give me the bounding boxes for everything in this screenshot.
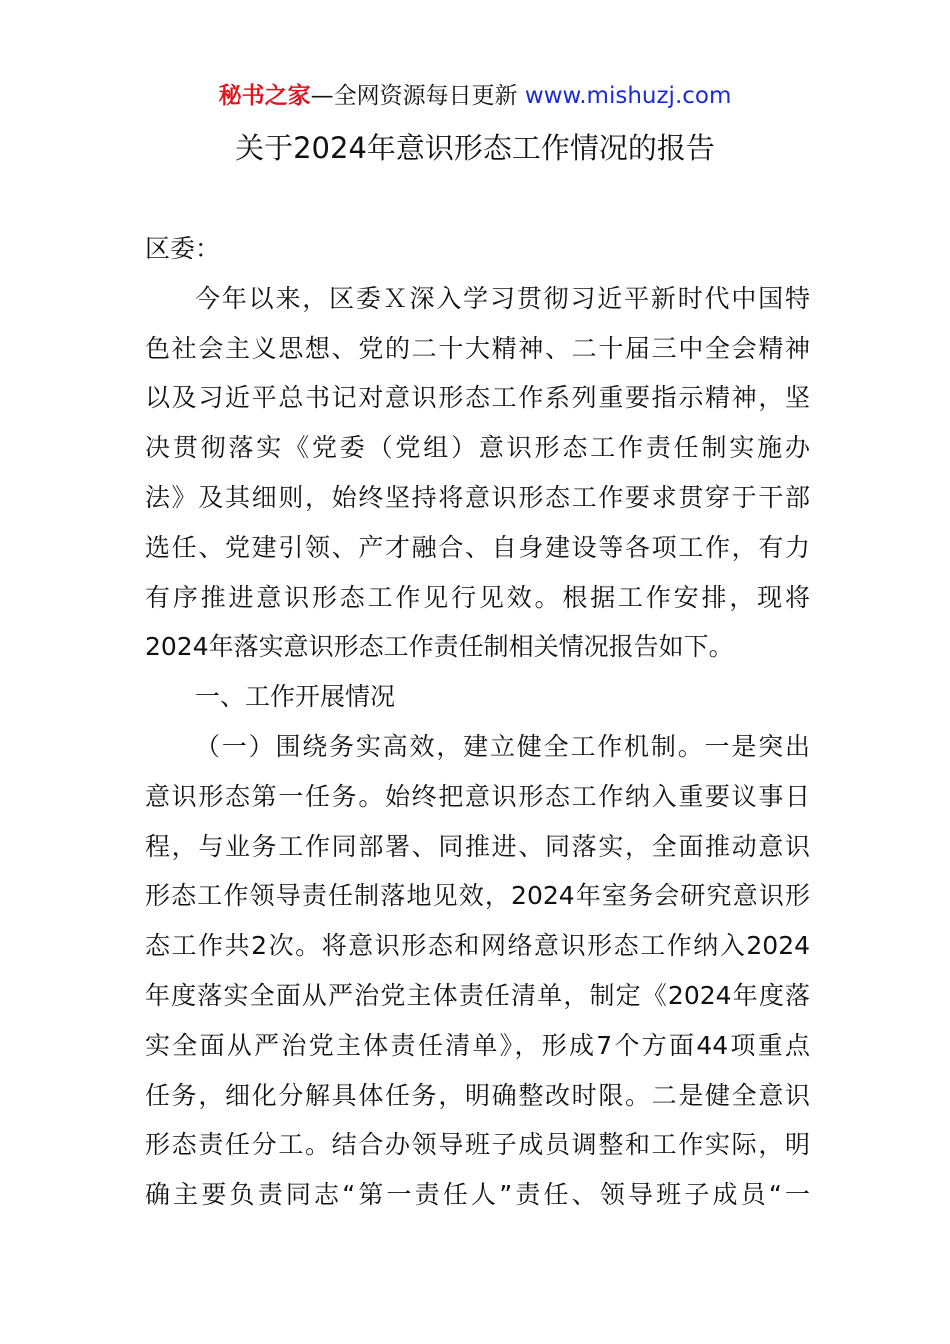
text-line: 任务，细化分解具体任务，明确整改时限。二是健全意识: [145, 1080, 810, 1110]
text-line: 决贯彻落实《党委（党组）意识形态工作责任制实施办: [145, 433, 810, 463]
text-line: 程，与业务工作同部署、同推进、同落实，全面推动意识: [145, 831, 810, 861]
brand-name: 秘书之家: [218, 83, 311, 109]
text-line: 意识形态第一任务。始终把意识形态工作纳入重要议事日: [145, 781, 810, 811]
header-url[interactable]: www.mishuzj.com: [524, 83, 732, 109]
text-line: 年度落实全面从严治党主体责任清单，制定《2024年度落: [145, 980, 810, 1010]
document-title: 关于2024年意识形态工作情况的报告: [235, 131, 715, 165]
document-body: [145, 224, 810, 1220]
text-line: 今年以来，区委Ｘ深入学习贯彻习近平新时代中国特: [195, 283, 810, 313]
text-line: 一、工作开展情况: [195, 682, 396, 712]
text-line: 实全面从严治党主体责任清单》，形成7个方面44项重点: [145, 1030, 810, 1060]
text-line: 形态责任分工。结合办领导班子成员调整和工作实际，明: [145, 1130, 810, 1160]
text-line: 确主要负责同志“第一责任人”责任、领导班子成员“一: [145, 1180, 810, 1210]
text-line: 色社会主义思想、党的二十大精神、二十届三中全会精神: [145, 333, 810, 363]
text-line: （一）围绕务实高效，建立健全工作机制。一是突出: [195, 731, 810, 761]
text-line: 以及习近平总书记对意识形态工作系列重要指示精神，坚: [145, 383, 810, 413]
paragraph-lines: [145, 274, 810, 1220]
text-line: 态工作共2次。将意识形态和网络意识形态工作纳入2024: [145, 931, 810, 961]
header-slogan: —全网资源每日更新: [310, 83, 525, 109]
text-line: 法》及其细则，始终坚持将意识形态工作要求贯穿于干部: [145, 482, 810, 512]
text-line: 有序推进意识形态工作见行见效。根据工作安排，现将: [145, 582, 810, 612]
text-line: 2024年落实意识形态工作责任制相关情况报告如下。: [145, 632, 734, 662]
text-line: 形态工作领导责任制落地见效，2024年室务会研究意识形: [145, 881, 810, 911]
site-header: [0, 80, 950, 112]
salutation: 区委：: [145, 234, 221, 263]
text-line: 选任、党建引领、产才融合、自身建设等各项工作，有力: [145, 532, 810, 562]
